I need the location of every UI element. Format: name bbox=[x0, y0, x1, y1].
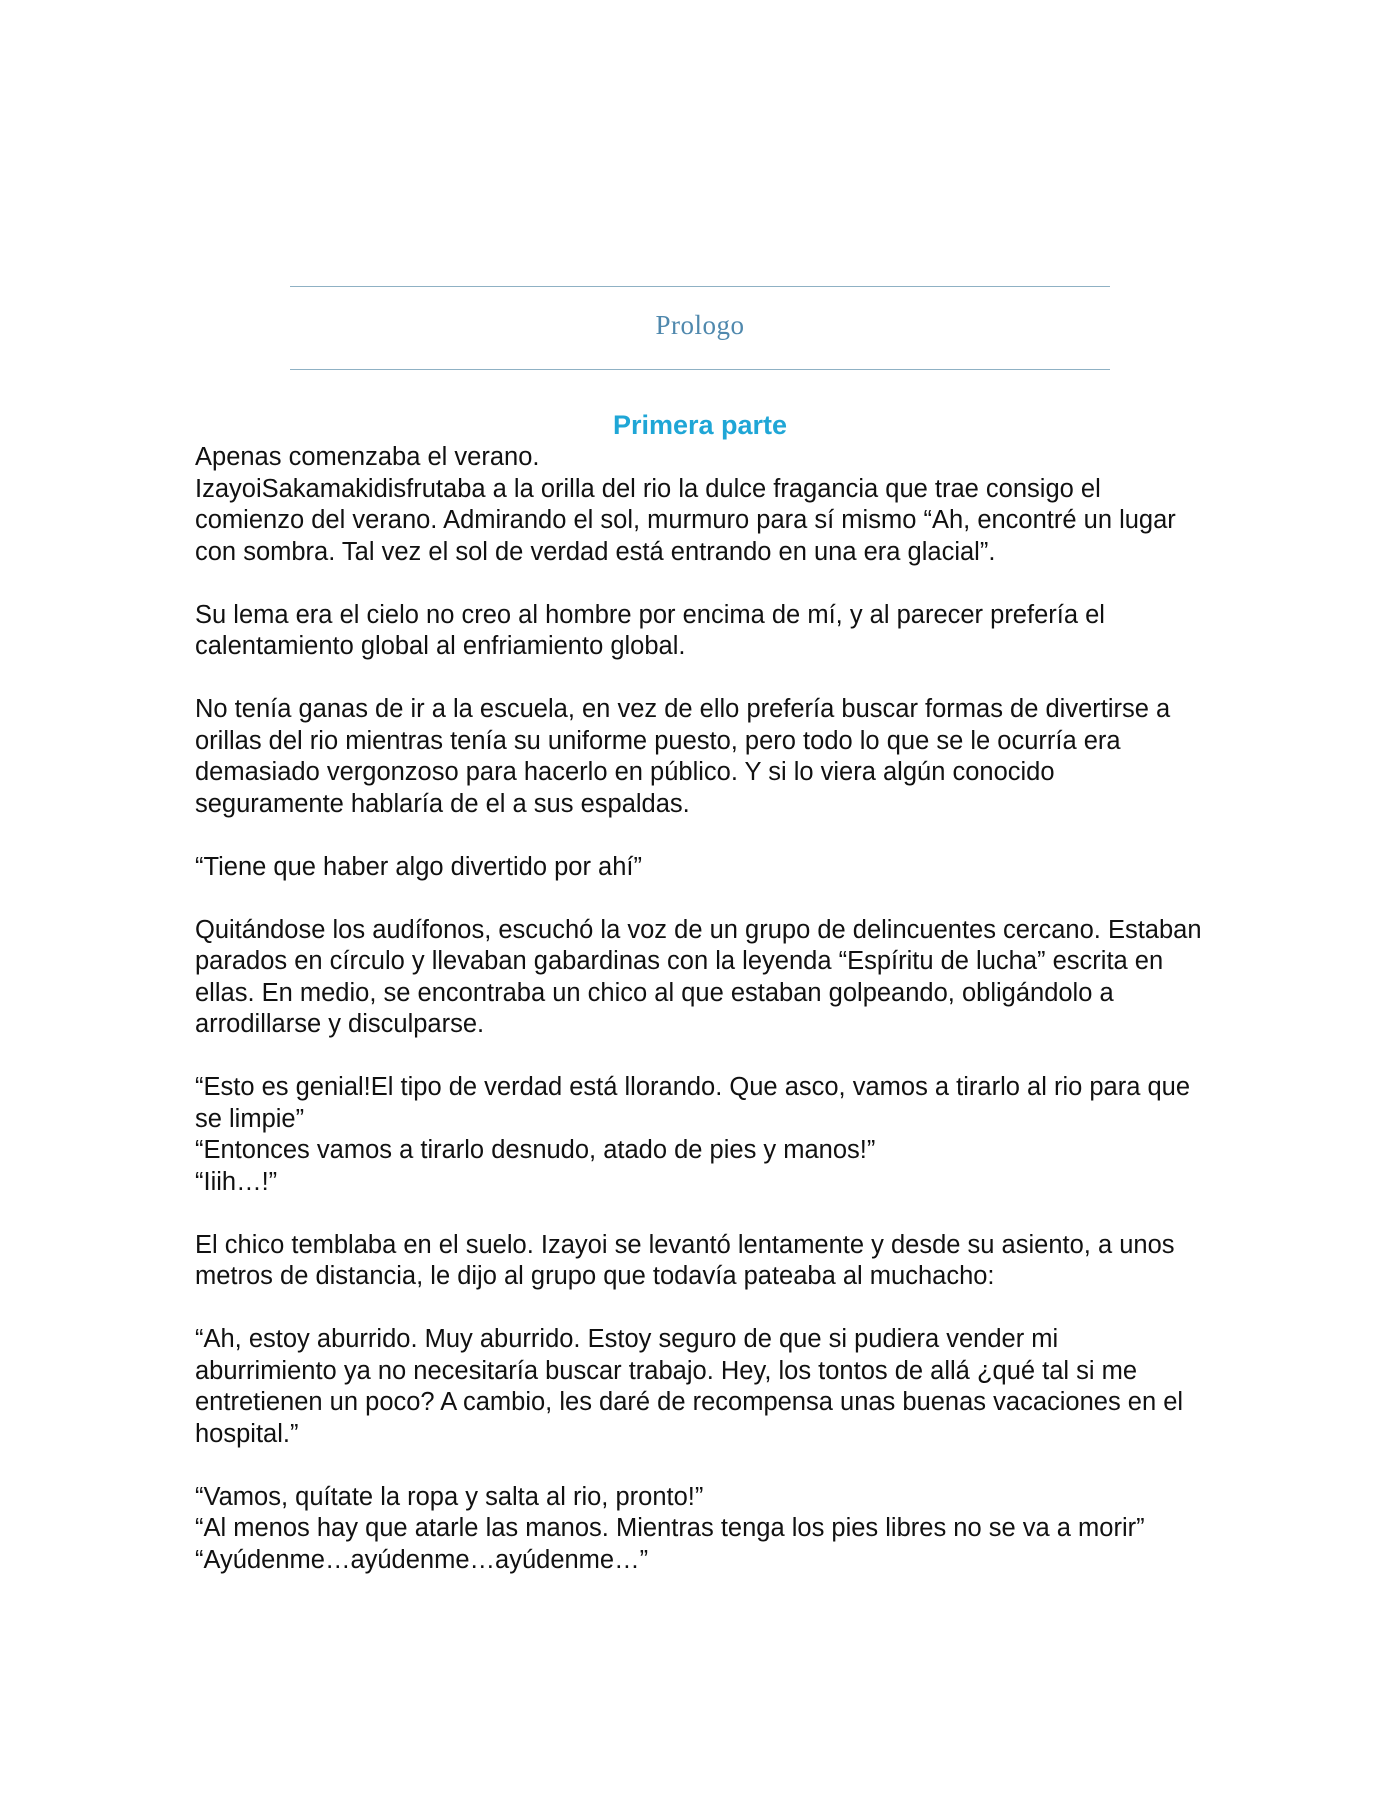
paragraph: “Ayúdenme…ayúdenme…ayúdenme…” bbox=[195, 1545, 649, 1574]
paragraph: “Esto es genial!El tipo de verdad está llorando. Que asco, vamos a tirarlo al rio para que se limpie” bbox=[195, 1073, 1191, 1133]
paragraph: “Iiih…!” bbox=[195, 1167, 278, 1196]
paragraph: Apenas comenzaba el verano. bbox=[195, 443, 540, 471]
paragraph: “Vamos, quítate la ropa y salta al rio, pronto!” bbox=[195, 1482, 704, 1511]
chapter-rule-bottom bbox=[290, 369, 1110, 370]
chapter-rule-top bbox=[290, 286, 1110, 287]
body-text bbox=[195, 442, 1205, 1576]
paragraph: No tenía ganas de ir a la escuela, en vez de ello prefería buscar formas de divertirse a orillas del rio mientras tenía su uniforme puesto, pero todo lo que se le ocurría era demasiado vergonzoso para hacerlo en público. Y si lo viera algún conocido seguramente hablaría de el a sus espaldas. bbox=[195, 695, 1171, 818]
paragraph: Quitándose los audífonos, escuchó la voz de un grupo de delincuentes cercano. Estaban parados en círculo y llevaban gabardinas con la leyenda “Espíritu de lucha” escrita en ellas. En medio, se encontraba un chico al que estaban golpeando, obligándolo a arrodillarse y disculparse. bbox=[195, 915, 1202, 1038]
section-title: Primera parte bbox=[612, 410, 788, 440]
chapter-title: Prologo bbox=[655, 310, 745, 340]
paragraph: El chico temblaba en el suelo. Izayoi se levantó lentamente y desde su asiento, a unos metros de distancia, le dijo al grupo que todavía pateaba al muchacho: bbox=[195, 1230, 1175, 1290]
paragraph: “Ah, estoy aburrido. Muy aburrido. Estoy seguro de que si pudiera vender mi aburrimiento ya no necesitaría buscar trabajo. Hey, los tontos de allá ¿qué tal si me entretienen un poco? A cambio, les daré de recompensa unas buenas vacaciones en el hospital.” bbox=[195, 1325, 1184, 1448]
paragraph: IzayoiSakamakidisfrutaba a la orilla del rio la dulce fragancia que trae consigo el comienzo del verano. Admirando el sol, murmuro para sí mismo “Ah, encontré un lugar con sombra. Tal vez el sol de verdad está entrando en una era glacial”. bbox=[195, 474, 1176, 566]
paragraph: “Al menos hay que atarle las manos. Mientras tenga los pies libres no se va a morir” bbox=[195, 1514, 1145, 1542]
paragraph: Su lema era el cielo no creo al hombre por encima de mí, y al parecer prefería el calentamiento global al enfriamiento global. bbox=[195, 600, 1105, 660]
paragraph: “Tiene que haber algo divertido por ahí” bbox=[195, 852, 642, 881]
paragraph: “Entonces vamos a tirarlo desnudo, atado de pies y manos!” bbox=[195, 1136, 876, 1164]
